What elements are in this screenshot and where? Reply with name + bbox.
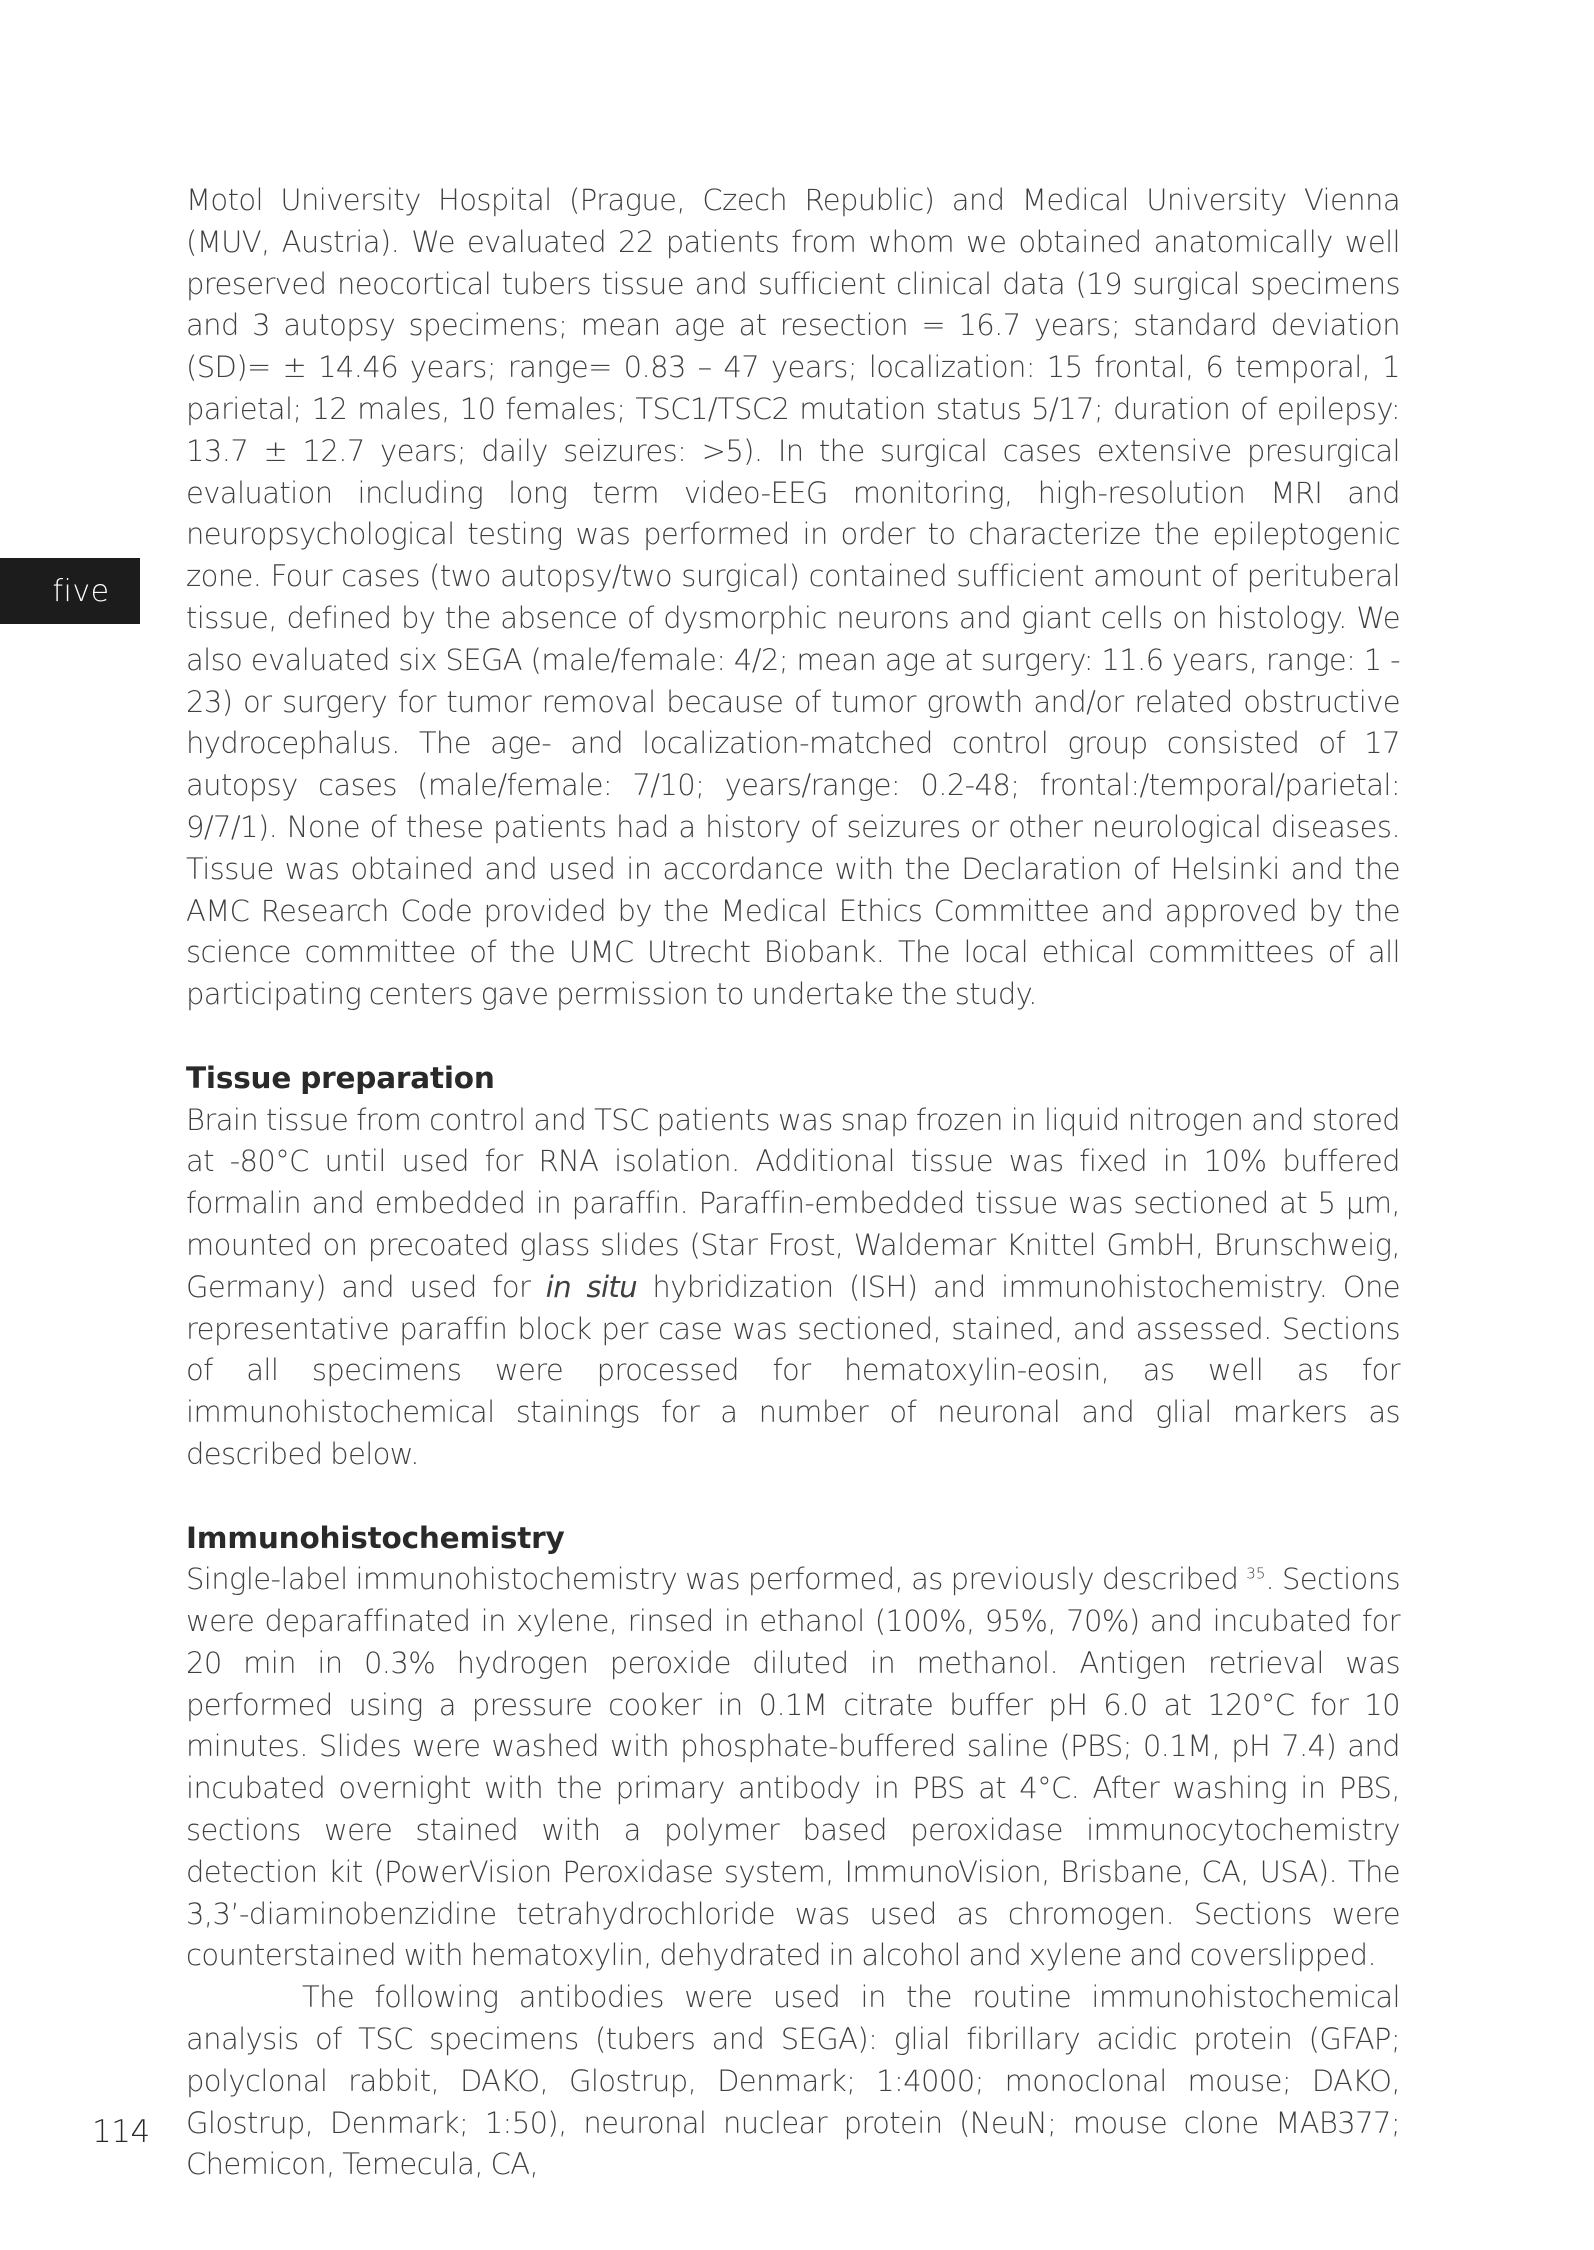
page-number: 114 bbox=[92, 2114, 150, 2150]
heading-immunohistochemistry: Immunohistochemistry bbox=[186, 1520, 565, 1555]
paragraph-tissue-preparation bbox=[186, 1100, 1400, 1476]
paragraph-patients: Motol University Hospital (Prague, Czech Republic) and Medical University Vienna (MUV, Austria). We evaluated 22 patients from whom we obtained anatomically well preserved neocortical tubers tissue and sufficient clinical data (19 surgical specimens and 3 autopsy specimens; mean age at resection = 16.7 years; standard deviation (SD)= ± 14.46 years; range= 0.83 – 47 years; localization: 15 frontal, 6 temporal, 1 parietal; 12 males, 10 females; TSC1/TSC2 mutation status 5/17; duration of epilepsy: 13.7 ± 12.7 years; daily seizures: >5). In the surgical cases extensive presurgical evaluation including long term video-EEG monitoring, high-resolution MRI and neuropsychological testing was performed in order to characterize the epileptogenic zone. Four cases (two autopsy/two surgical) contained sufficient amount of perituberal tissue, defined by the absence of dysmorphic neurons and giant cells on histology. We also evaluated six SEGA (male/female: 4/2; mean age at surgery: 11.6 years, range: 1 - 23) or surgery for tumor removal because of tumor growth and/or related obstructive hydrocephalus. The age- and localization-matched control group consisted of 17 autopsy cases (male/female: 7/10; years/range: 0.2-48; frontal:/temporal/parietal: 9/7/1). None of these patients had a history of seizures or other neurological diseases. Tissue was obtained and used in accordance with the Declaration of Helsinki and the AMC Research Code provided by the Medical Ethics Committee and approved by the science committee of the UMC Utrecht Biobank. The local ethical committees of all participating centers gave permission to undertake the study. bbox=[186, 183, 1400, 1012]
ihc-text-1: Single-label immunohistochemistry was performed, as previously described bbox=[186, 1562, 1247, 1597]
tissue-italic-term: in situ bbox=[545, 1269, 637, 1304]
paragraph-ihc-method bbox=[186, 1559, 1400, 1977]
chapter-tab-label: five bbox=[52, 573, 110, 609]
paragraph-ihc-antibodies: The following antibodies were used in the routine immunohistochemical analysis of TSC specimens (tubers and SEGA): glial fibrillary acidic protein (GFAP; polyclonal rabbit, DAKO, Glostrup, Denmark; 1:4000; monoclonal mouse; DAKO, Glostrup, Denmark; 1:50), neuronal nuclear protein (NeuN; mouse clone MAB377; Chemicon, Temecula, CA, bbox=[186, 1980, 1400, 2182]
tissue-text-1: Brain tissue from control and TSC patients was snap frozen in liquid nitrogen and stored at -80°C until used for RNA isolation. Additional tissue was fixed in 10% buffered formalin and embedded in paraffin. Paraffin-embedded tissue was sectioned at 5 µm, mounted on precoated glass slides (Star Frost, Waldemar Knittel GmbH, Brunschweig, Germany) and used for bbox=[186, 1102, 1400, 1304]
section-gap bbox=[186, 1476, 1400, 1518]
body-text bbox=[186, 180, 1400, 2186]
heading-tissue-preparation: Tissue preparation bbox=[186, 1060, 495, 1095]
reference-superscript: 35 bbox=[1246, 1564, 1266, 1583]
tissue-text-2: hybridization (ISH) and immunohistochemistry. One representative paraffin block per case was sectioned, stained, and assessed. Sections of all specimens were processed for hematoxylin-eosin, as well as for immunohistochemical stainings for a number of neuronal and glial markers as described below. bbox=[186, 1269, 1401, 1471]
chapter-tab bbox=[0, 558, 140, 624]
ihc-text-2: . Sections were deparaffinated in xylene, rinsed in ethanol (100%, 95%, 70%) and incubated for 20 min in 0.3% hydrogen peroxide diluted in methanol. Antigen retrieval was performed using a pressure cooker in 0.1M citrate buffer pH 6.0 at 120°C for 10 minutes. Slides were washed with phosphate-buffered saline (PBS; 0.1M, pH 7.4) and incubated overnight with the primary antibody in PBS at 4°C. After washing in PBS, sections were stained with a polymer based peroxidase immunocytochemistry detection kit (PowerVision Peroxidase system, ImmunoVision, Brisbane, CA, USA). The 3,3’-diaminobenzidine tetrahydrochloride was used as chromogen. Sections were counterstained with hematoxylin, dehydrated in alcohol and xylene and coverslipped. bbox=[186, 1562, 1400, 1973]
section-gap bbox=[186, 1016, 1400, 1058]
